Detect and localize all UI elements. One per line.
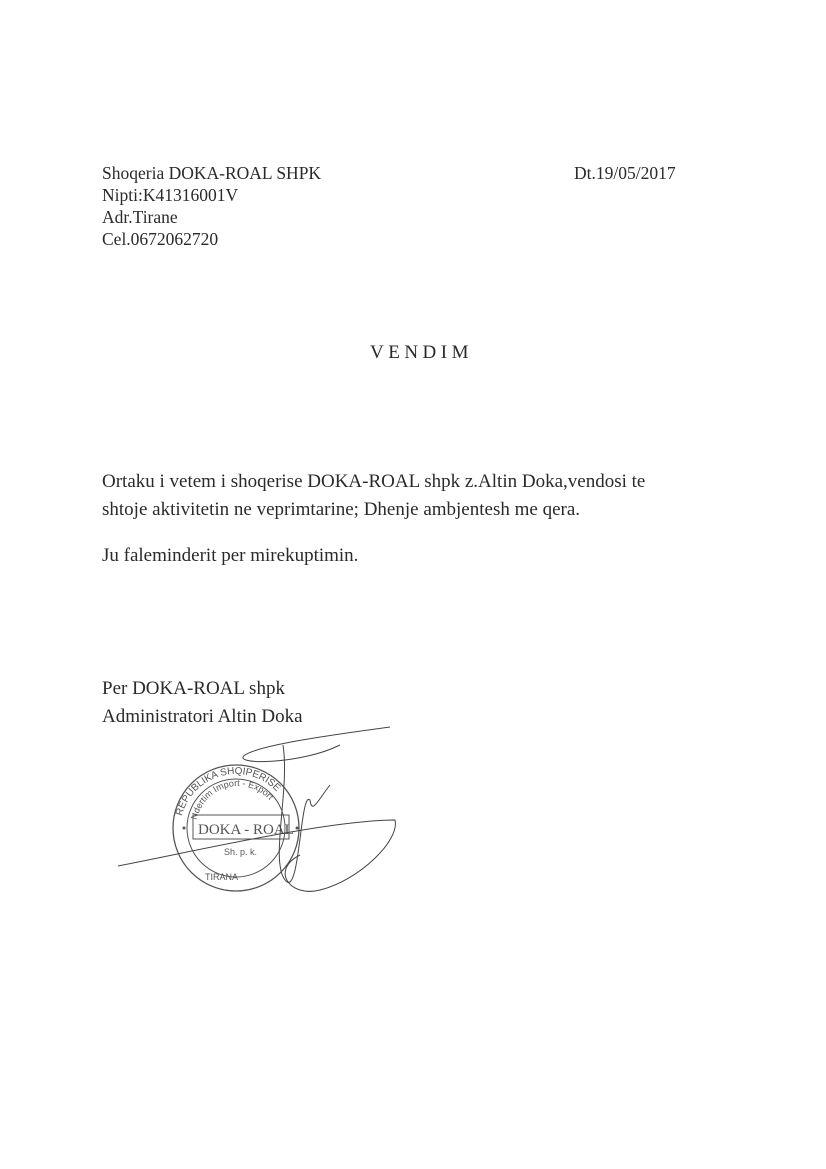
document-title: VENDIM	[370, 342, 473, 363]
stamp-suffix: Sh. p. k.	[224, 847, 258, 857]
signature-company: Per DOKA-ROAL shpk	[102, 678, 285, 699]
company-address: Adr.Tirane	[102, 207, 178, 227]
stamp-city: TIRANA	[205, 872, 239, 882]
stamp-name: DOKA - ROAL	[198, 822, 294, 838]
handwritten-signature	[118, 727, 395, 891]
stamp-outer-text: REPUBLIKA SHQIPERISE	[174, 765, 283, 818]
company-nipt: Nipti:K41316001V	[102, 185, 239, 205]
company-name: Shoqeria DOKA-ROAL SHPK	[102, 163, 322, 183]
body-line-2: shtoje aktivitetin ne veprimtarine; Dhenje ambjentesh me qera.	[102, 499, 581, 520]
company-phone: Cel.0672062720	[102, 229, 219, 249]
signature-admin: Administratori Altin Doka	[102, 706, 303, 727]
stamp-inner-text: Ndertim Import - Export	[188, 777, 276, 821]
document-date: Dt.19/05/2017	[574, 163, 676, 183]
body-line-1: Ortaku i vetem i shoqerise DOKA-ROAL shpk z.Altin Doka,vendosi te	[102, 471, 646, 492]
thanks-line: Ju faleminderit per mirekuptimin.	[102, 545, 359, 566]
